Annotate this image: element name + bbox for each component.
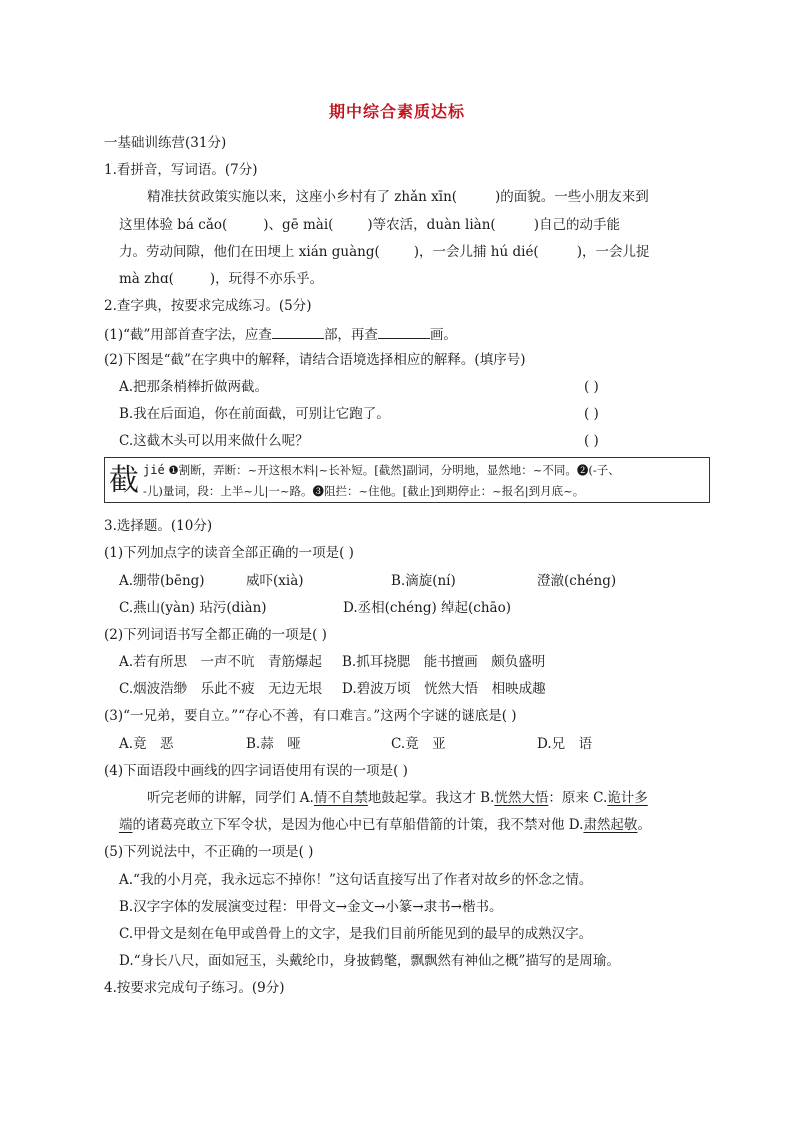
answer-paren-c[interactable]: ( )	[584, 433, 599, 449]
option-a: A.“我的小月亮，我永远忘不掉你！”这句话直接写出了作者对故乡的怀念之情。	[119, 872, 593, 888]
option-c: C.烟波浩缈 乐此不疲 无边无垠	[119, 681, 323, 697]
question-3-sub-2: (2)下列词语书写全都正确的一项是( )	[104, 627, 327, 643]
question-3-sub-4: (4)下面语段中画线的四字词语使用有误的一项是( )	[104, 763, 408, 779]
dictionary-entry-box	[104, 457, 710, 503]
underlined-idiom-c-end: 端	[119, 817, 133, 833]
dictionary-definition-line-2: -儿)量词，段：上半~儿|一~路。❸阻拦：~住他。[截止]到期停止：~报名|到月底~。	[143, 484, 585, 498]
underlined-idiom-c: 诡计多	[607, 790, 648, 806]
option-a: A.绷带(bēng)	[119, 573, 205, 589]
question-2-heading: 2.查字典，按要求完成练习。(5分)	[104, 298, 312, 314]
question-1-line-2: 这里体验 bá cǎo( )、gē mài( )等农活，duàn liàn( )自己的动手能	[119, 217, 620, 233]
underlined-idiom-b: 恍然大悟	[494, 790, 549, 806]
question-3-sub-5: (5)下列说法中，不正确的一项是( )	[104, 844, 314, 860]
question-1-heading: 1.看拼音，写词语。(7分)	[104, 162, 258, 178]
underlined-idiom-d: 肃然起敬	[583, 817, 638, 833]
option-a-word-2: 威吓(xià)	[246, 573, 304, 589]
page-title: 期中综合素质达标	[328, 102, 465, 121]
option-d: D.兄 语	[537, 736, 593, 752]
underlined-idiom-a: 情不自禁	[313, 790, 368, 806]
question-1-line-4: mà zhɑ( )，玩得不亦乐乎。	[119, 271, 324, 287]
option-b-word-2: 澄澈(chéng)	[537, 573, 617, 589]
dictionary-definition-line-1: jié ❶割断，弄断：~开这根木料|~长补短。[截然]副词，分明地，显然地：~不同。❷(-子、	[143, 463, 620, 477]
question-1-line-1: 精准扶贫政策实施以来，这座小乡村有了 zhǎn xīn( )的面貌。一些小朋友来到	[147, 189, 649, 205]
question-2-part-2: (2)下图是“截”在字典中的解释，请结合语境选择相应的解释。(填序号)	[104, 352, 526, 368]
answer-paren-a[interactable]: ( )	[584, 379, 599, 395]
fill-blank-strokes[interactable]	[378, 324, 430, 339]
option-c: C.甲骨文是刻在龟甲或兽骨上的文字，是我们目前所能见到的最早的成熟汉字。	[119, 926, 593, 942]
option-a: A.把那条梢棒折做两截。	[119, 379, 269, 395]
option-a: A.若有所思 一声不吭 青筋爆起	[119, 654, 323, 670]
question-4-heading: 4.按要求完成句子练习。(9分)	[104, 980, 285, 996]
option-d: D.碧波万顷 恍然大悟 相映成趣	[342, 681, 546, 697]
option-d: D.丞相(chéng) 绰起(chāo)	[343, 600, 512, 616]
passage-line-2: 端的诸葛亮敢立下军令状，是因为他心中已有草船借箭的计策，我不禁对他 D.肃然起敬。	[119, 817, 651, 833]
question-1-line-3: 力。劳动间隙，他们在田埂上 xián guàng( )，一会儿捕 hú dié( )，一会儿捉	[119, 244, 650, 260]
option-b: B.抓耳挠腮 能书擅画 颇负盛明	[342, 654, 546, 670]
option-b: B.汉字字体的发展演变过程：甲骨文→金文→小篆→隶书→楷书。	[119, 899, 503, 915]
option-c: C.燕山(yàn) 玷污(diàn)	[119, 600, 267, 616]
question-3-heading: 3.选择题。(10分)	[104, 518, 213, 534]
option-d: D.“身长八尺，面如冠玉，头戴纶巾，身披鹤氅，飘飘然有神仙之概”描写的是周瑜。	[119, 953, 620, 969]
option-b: B.滴旋(ní)	[391, 573, 456, 589]
passage-line-1: 听完老师的讲解，同学们 A.情不自禁地鼓起掌。我这才 B.恍然大悟：原来 C.诡计多	[147, 790, 648, 806]
section-heading: 一基础训练营(31分)	[104, 135, 227, 151]
answer-paren-b[interactable]: ( )	[584, 406, 599, 422]
option-b: B.我在后面追，你在前面截，可别让它跑了。	[119, 406, 390, 422]
option-b: B.蒜 哑	[246, 736, 301, 752]
option-a: A.竟 恶	[119, 736, 174, 752]
question-3-sub-3: (3)“一兄弟，要自立。”“存心不善，有口难言。”这两个字谜的谜底是( )	[104, 708, 517, 724]
option-c: C.这截木头可以用来做什么呢？	[119, 433, 309, 449]
option-c: C.竟 亚	[391, 736, 446, 752]
fill-blank-radical[interactable]	[272, 324, 324, 339]
dictionary-headword: 截	[109, 463, 139, 498]
question-2-part-1: (1)“截”用部首查字法，应查 部，再查 画。	[104, 324, 457, 344]
question-3-sub-1: (1)下列加点字的读音全部正确的一项是( )	[104, 545, 354, 561]
